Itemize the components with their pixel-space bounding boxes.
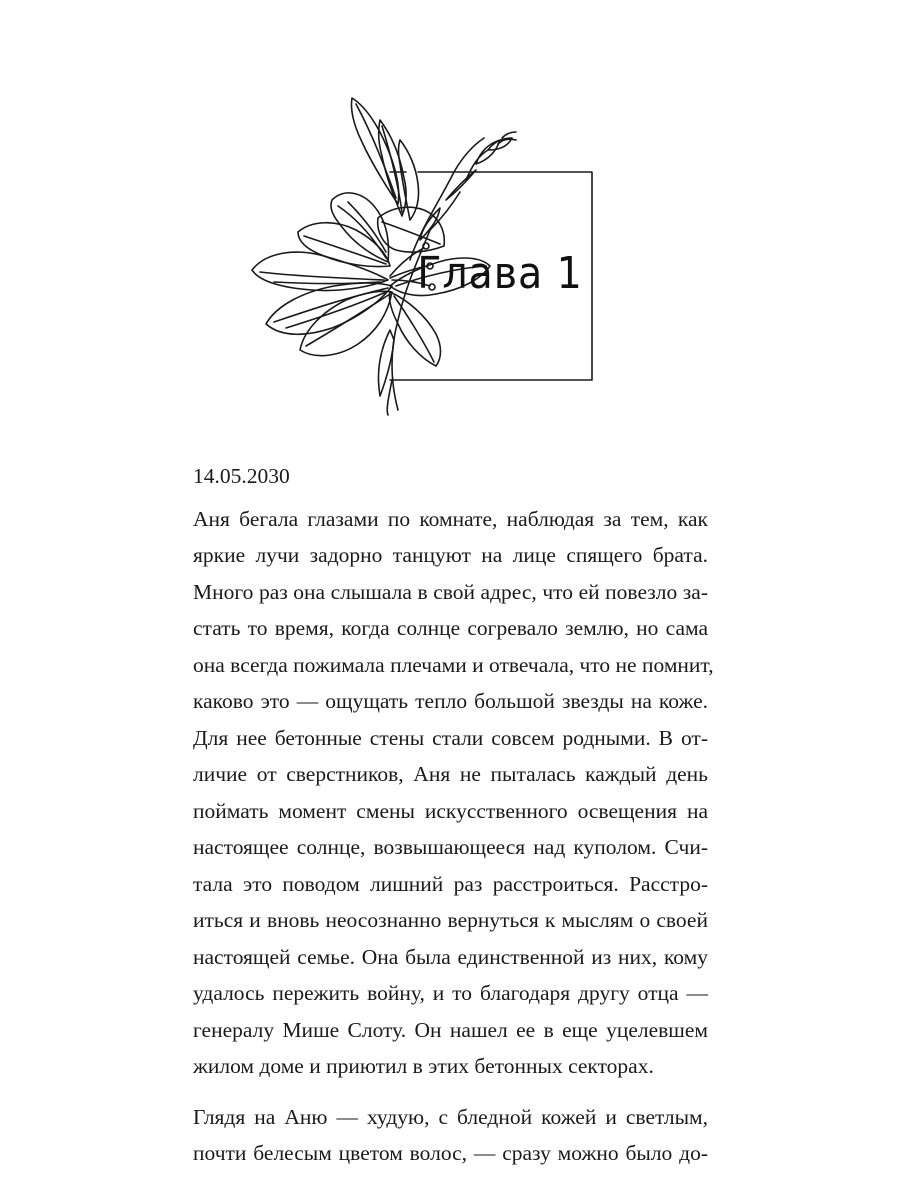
text-line: настоящей семье. Она была единственной из них, кому — [193, 944, 708, 969]
entry-date: 14.05.2030 — [193, 464, 290, 488]
text-line: Много раз она слышала в свой адрес, что ей повезло за- — [193, 579, 708, 604]
text-line: иться и вновь неосознанно вернуться к мыслям о своей — [193, 908, 708, 932]
paragraph-1 — [193, 501, 714, 1085]
text-line: личие от сверстников, Аня не пыталась каждый день — [193, 762, 708, 786]
text-line: тала это поводом лишний раз расстроиться. Расстро- — [193, 871, 708, 896]
text-line: Для нее бетонные стены стали совсем родными. В от- — [193, 725, 708, 750]
chapter-text — [193, 458, 714, 1172]
text-line: поймать момент смены искусственного освещения на — [193, 798, 708, 823]
text-line: настоящее солнце, возвышающееся над куполом. Счи- — [193, 835, 708, 859]
paragraph-2 — [193, 1099, 708, 1172]
text-line: Аня бегала глазами по комнате, наблюдая за тем, как — [193, 506, 708, 531]
text-line: стать то время, когда солнце согревало землю, но сама — [193, 616, 708, 640]
text-line: она всегда пожимала плечами и отвечала, что не помнит, — [193, 652, 714, 677]
text-line: жилом доме и приютил в этих бетонных секторах. — [193, 1054, 654, 1078]
text-line: яркие лучи задорно танцуют на лице спящего брата. — [193, 543, 708, 567]
text-line: удалось пережить войну, и то благодаря другу отца — — [193, 981, 708, 1005]
text-line: каково это — ощущать тепло большой звезды на коже. — [193, 689, 708, 713]
text-line: генералу Мише Слоту. Он нашел ее в еще уцелевшем — [193, 1017, 708, 1042]
text-line: Глядя на Аню — худую, с бледной кожей и светлым, — [193, 1104, 708, 1129]
text-line: почти белесым цветом волос, — сразу можно было до- — [193, 1141, 708, 1165]
chapter-title: Глава 1 — [417, 247, 583, 299]
